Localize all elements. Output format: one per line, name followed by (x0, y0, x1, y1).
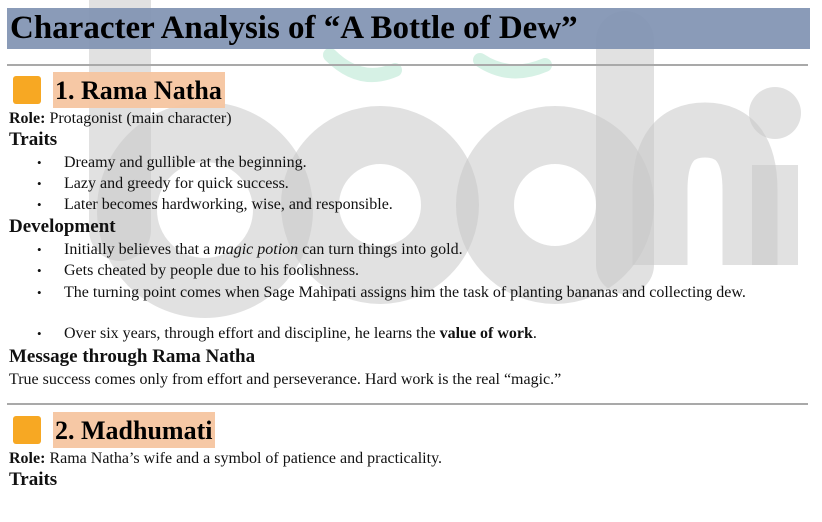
development-heading: Development (9, 216, 116, 237)
bullet-icon: • (37, 176, 42, 191)
orange-square-icon (13, 416, 41, 444)
orange-square-icon (13, 76, 41, 104)
bullet-icon: • (37, 326, 42, 341)
list-item-text (64, 241, 463, 259)
text-part: can turn things into gold. (298, 241, 463, 258)
list-item-text: The turning point comes when Sage Mahipati assigns him the task of planting bananas and collecting dew. (64, 284, 746, 301)
list-item-text: Gets cheated by people due to his foolishness. (64, 262, 360, 279)
section-heading-madhumati (13, 412, 215, 448)
section-title: 2. Madhumati (53, 412, 215, 448)
message-text: True success comes only from effort and perseverance. Hard work is the real “magic.” (9, 371, 562, 388)
strong-text: value of work (439, 325, 533, 342)
section-divider (7, 64, 808, 66)
list-item-text: Lazy and greedy for quick success. (64, 175, 289, 192)
emphasis-text: magic potion (214, 241, 299, 258)
section-divider (7, 403, 808, 405)
list-item-text: Later becomes hardworking, wise, and responsible. (64, 196, 393, 213)
traits-heading: Traits (9, 469, 58, 490)
text-part: . (532, 325, 537, 342)
document-title: Character Analysis of “A Bottle of Dew” (10, 10, 578, 46)
role-line (9, 110, 232, 128)
traits-heading: Traits (9, 129, 58, 150)
bullet-icon: • (37, 155, 42, 170)
role-label: Role: (9, 450, 46, 467)
role-text: Protagonist (main character) (45, 110, 232, 127)
text-part: Initially believes that a (64, 241, 215, 258)
role-text: Rama Natha’s wife and a symbol of patience and practicality. (45, 450, 443, 467)
section-heading-rama-natha (13, 72, 225, 108)
role-label: Role: (9, 110, 46, 127)
message-heading: Message through Rama Natha (9, 346, 256, 367)
title-bar (7, 8, 810, 49)
section-title: 1. Rama Natha (53, 72, 225, 108)
bullet-icon: • (37, 242, 42, 257)
list-item-text (64, 325, 537, 343)
role-line (9, 450, 442, 468)
bullet-icon: • (37, 285, 42, 300)
bullet-icon: • (37, 197, 42, 212)
bullet-icon: • (37, 263, 42, 278)
text-part: Over six years, through effort and discipline, he learns the (64, 325, 440, 342)
list-item-text: Dreamy and gullible at the beginning. (64, 154, 307, 171)
